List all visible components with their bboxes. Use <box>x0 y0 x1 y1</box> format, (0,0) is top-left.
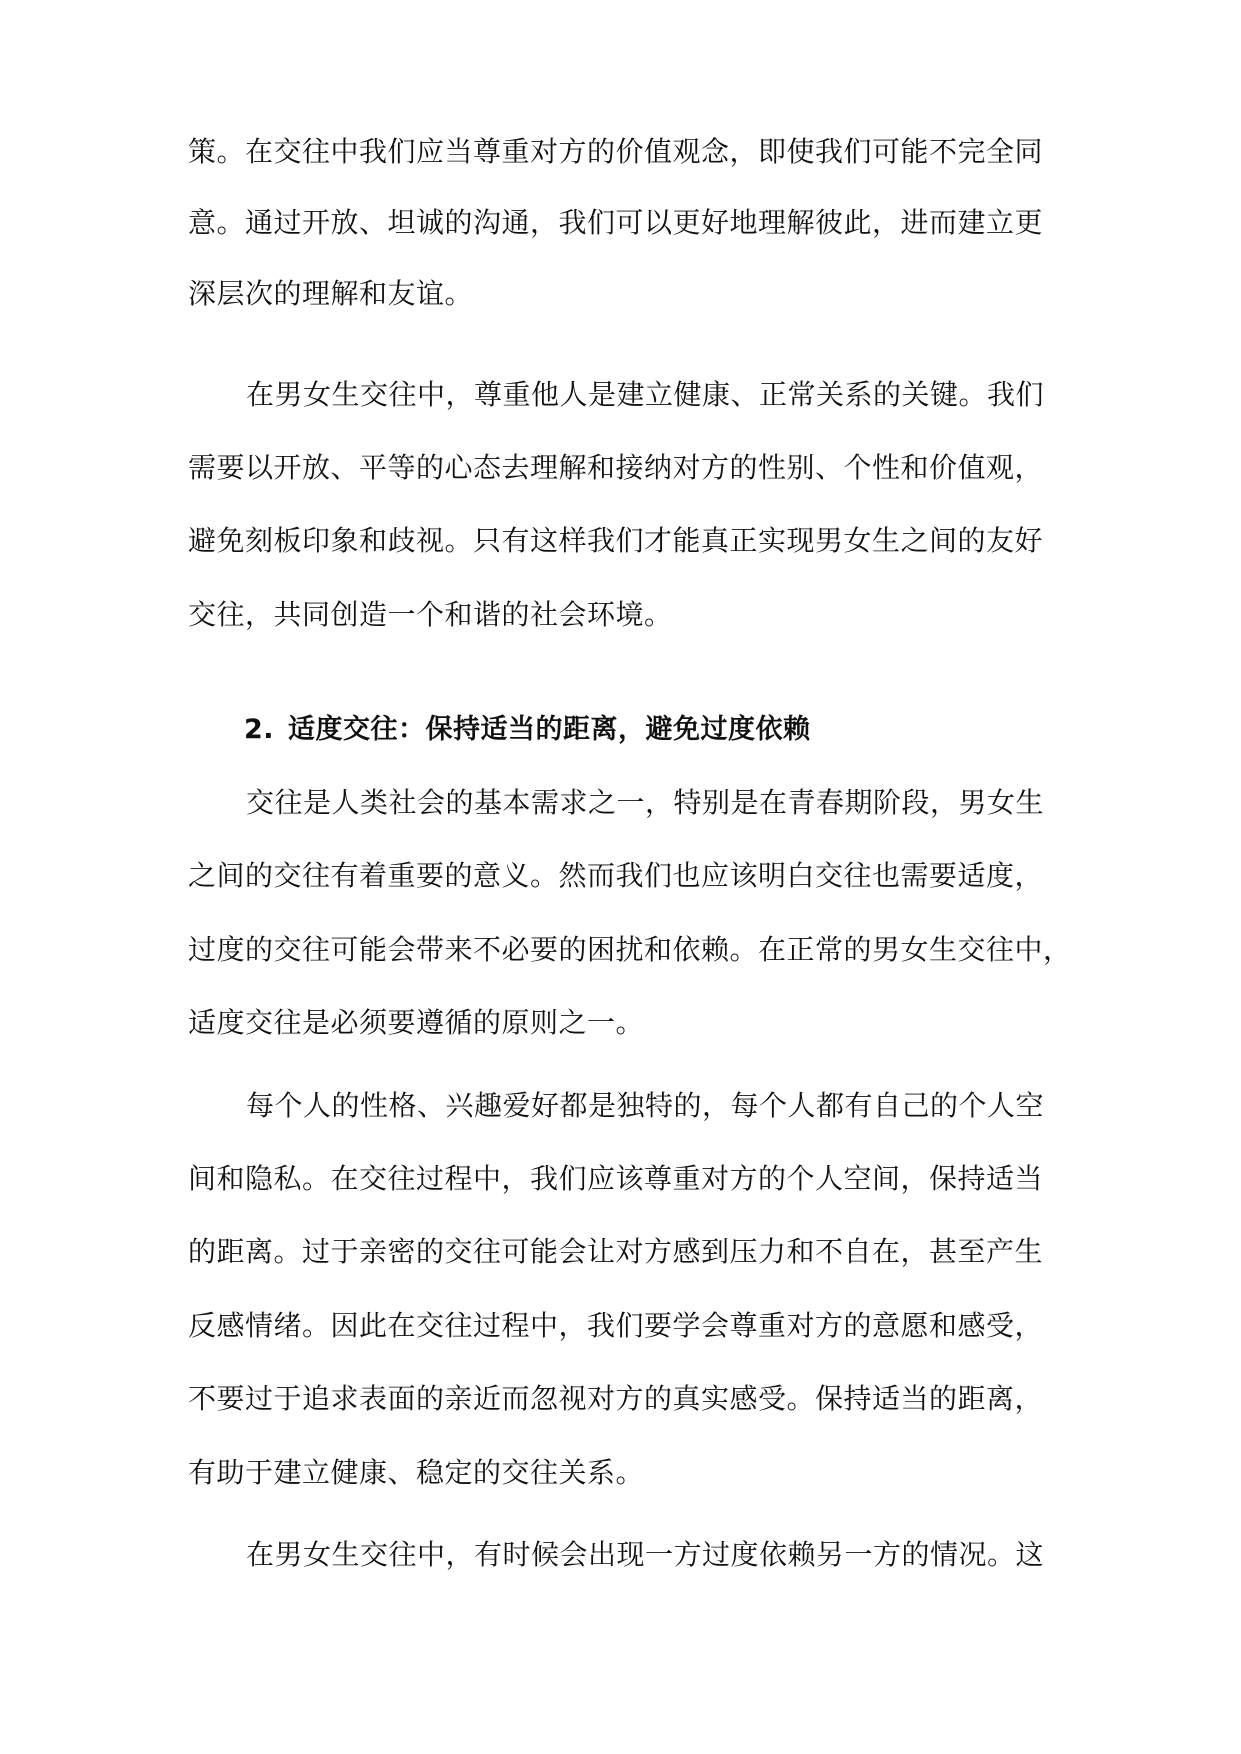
section-heading-text: 适度交往：保持适当的距离，避免过度依赖 <box>288 714 811 745</box>
paragraph-line: 交往是人类社会的基本需求之一，特别是在青春期阶段，男女生 <box>246 786 1045 819</box>
paragraph-line: 不要过于追求表面的亲近而忽视对方的真实感受。保持适当的距离， <box>188 1382 1044 1415</box>
paragraph-line: 意。通过开放、坦诚的沟通，我们可以更好地理解彼此，进而建立更 <box>188 206 1044 239</box>
paragraph-line: 的距离。过于亲密的交往可能会让对方感到压力和不自在，甚至产生 <box>188 1235 1044 1268</box>
section-heading-number: 2. <box>244 714 275 745</box>
section-heading <box>244 706 1058 754</box>
paragraph-line: 之间的交往有着重要的意义。然而我们也应该明白交往也需要适度， <box>188 859 1044 892</box>
paragraph-line: 策。在交往中我们应当尊重对方的价值观念，即使我们可能不完全同 <box>188 135 1044 168</box>
paragraph-line: 反感情绪。因此在交往过程中，我们要学会尊重对方的意愿和感受， <box>188 1309 1044 1342</box>
paragraph-line: 适度交往是必须要遵循的原则之一。 <box>188 1006 645 1039</box>
paragraph-line: 每个人的性格、兴趣爱好都是独特的，每个人都有自己的个人空 <box>246 1089 1045 1122</box>
paragraph-line: 有助于建立健康、稳定的交往关系。 <box>188 1456 645 1489</box>
paragraph-line: 在男女生交往中，有时候会出现一方过度依赖另一方的情况。这 <box>246 1538 1045 1571</box>
paragraph-line: 间和隐私。在交往过程中，我们应该尊重对方的个人空间，保持适当 <box>188 1162 1044 1195</box>
paragraph-line: 在男女生交往中，尊重他人是建立健康、正常关系的关键。我们 <box>246 378 1045 411</box>
paragraph-line: 深层次的理解和友谊。 <box>188 277 474 310</box>
paragraph-line: 过度的交往可能会带来不必要的困扰和依赖。在正常的男女生交往中， <box>188 933 1072 966</box>
paragraph-line: 交往，共同创造一个和谐的社会环境。 <box>188 598 673 631</box>
paragraph-line: 避免刻板印象和歧视。只有这样我们才能真正实现男女生之间的友好 <box>188 524 1044 557</box>
paragraph-line: 需要以开放、平等的心态去理解和接纳对方的性别、个性和价值观， <box>188 451 1044 484</box>
